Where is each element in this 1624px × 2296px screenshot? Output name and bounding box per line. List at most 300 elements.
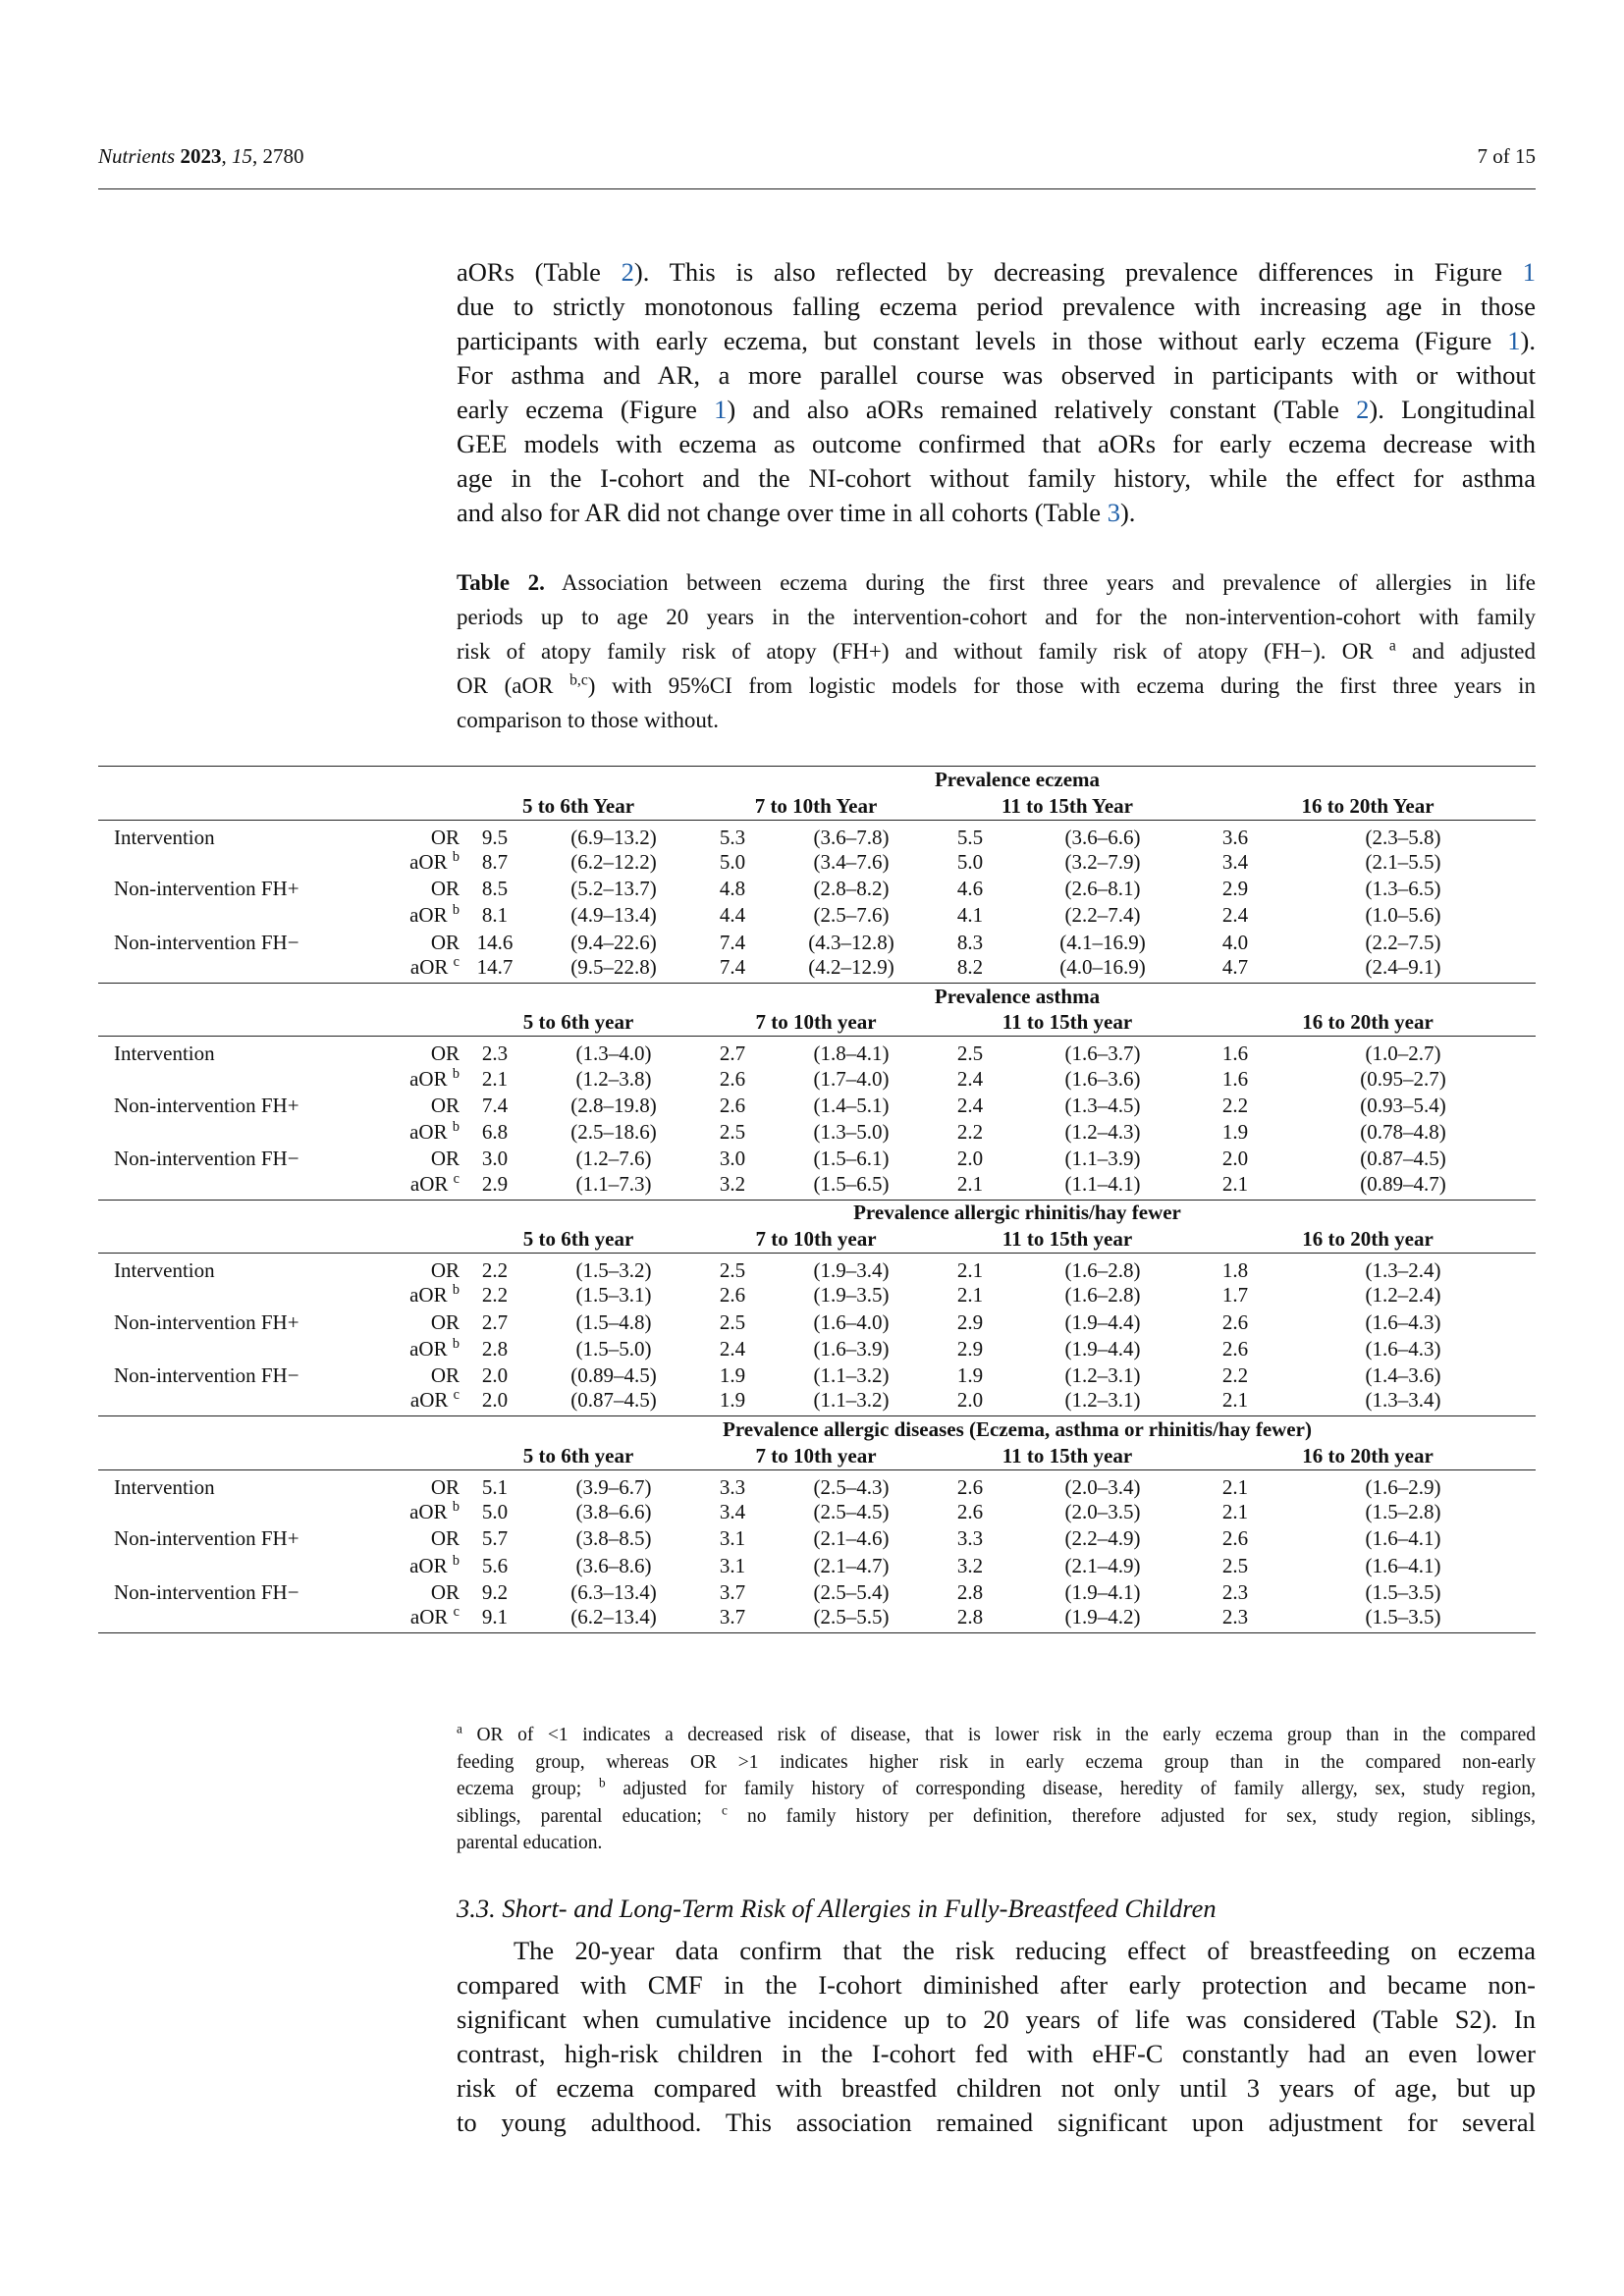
group-cell (98, 1119, 361, 1146)
journal-year: 2023 (180, 144, 222, 168)
ci-cell: (2.1–4.6) (813, 1526, 890, 1551)
ci-cell: (1.6–4.1) (1365, 1526, 1441, 1551)
ci-cell: (1.1–3.2) (813, 1388, 890, 1413)
value-cell: 4.6 (956, 877, 984, 901)
value-cell: 4.1 (956, 903, 984, 928)
value-cell: 5.0 (956, 849, 984, 874)
ci-cell: (0.87–4.5) (1360, 1147, 1446, 1171)
period-header: 11 to 15th Year (935, 793, 1200, 820)
ci-cell: (3.4–7.6) (813, 849, 890, 874)
caption-label: Table 2. (457, 570, 545, 595)
ci-cell: (3.6–7.8) (813, 825, 890, 849)
table-row (98, 1254, 1536, 1283)
value-cell: 3.6 (1221, 825, 1249, 849)
ci-cell: (2.2–7.5) (1365, 930, 1441, 954)
ci-cell: (4.0–16.9) (1059, 954, 1146, 979)
group-cell: Non-intervention FH+ (114, 1309, 299, 1334)
table-link[interactable]: 2 (1356, 395, 1370, 424)
table-row (98, 1173, 1536, 1201)
stat-cell: OR (430, 1093, 460, 1117)
value-cell: 3.2 (956, 1553, 984, 1577)
ci-cell: (9.5–22.8) (570, 954, 657, 979)
value-cell: 2.6 (719, 1283, 746, 1308)
ci-cell: (1.2–2.4) (1365, 1283, 1441, 1308)
period-header-row (98, 793, 1536, 820)
stat-cell: aOR $^c$ (361, 1606, 460, 1633)
period-header: 16 to 20th year (1200, 1226, 1536, 1253)
ci-cell: (4.2–12.9) (808, 954, 894, 979)
ci-cell: (1.7–4.0) (813, 1066, 890, 1091)
section-title-cell: Prevalence eczema (460, 767, 1536, 793)
ci-cell: (1.5–4.8) (575, 1309, 652, 1334)
period-header: 11 to 15th year (935, 1226, 1200, 1253)
period-header-row (98, 1226, 1536, 1253)
value-cell: 2.6 (719, 1093, 746, 1117)
value-cell: 2.3 (1200, 1606, 1271, 1633)
group-cell (98, 1173, 361, 1201)
period-header: 16 to 20th Year (1200, 793, 1536, 820)
ci-cell: (1.6–4.3) (1365, 1336, 1441, 1361)
value-cell: 2.6 (956, 1500, 984, 1524)
stat-cell: OR (430, 1474, 460, 1499)
paragraph-results (457, 255, 1536, 530)
value-cell: 2.1 (1221, 1171, 1249, 1196)
stat-cell: aOR $^c$ (409, 1170, 460, 1196)
table-caption (457, 565, 1536, 737)
value-cell: 4.8 (719, 877, 746, 901)
ci-cell: (1.6–4.1) (1365, 1553, 1441, 1577)
value-cell: 2.1 (1221, 1500, 1249, 1524)
value-cell: 7.4 (719, 930, 746, 954)
ci-cell: (1.1–4.1) (1064, 1171, 1141, 1196)
value-cell: 2.3 (1221, 1579, 1249, 1604)
ci-cell: (1.6–4.0) (813, 1309, 890, 1334)
value-cell: 2.5 (719, 1309, 746, 1334)
stat-cell: OR (430, 825, 460, 849)
group-cell (98, 956, 361, 984)
ci-cell: (2.5–5.5) (768, 1606, 935, 1633)
value-cell: 1.9 (719, 1388, 746, 1413)
ci-cell: (2.4–9.1) (1365, 954, 1441, 979)
value-cell: 2.1 (956, 1171, 984, 1196)
ci-cell: (1.6–2.9) (1365, 1474, 1441, 1499)
value-cell: 5.0 (719, 849, 746, 874)
value-cell: 2.1 (1221, 1388, 1249, 1413)
value-cell: 5.3 (719, 825, 746, 849)
section-title-cell: Prevalence allergic rhinitis/hay fewer (460, 1200, 1536, 1226)
ci-cell: (2.5–4.3) (813, 1474, 890, 1499)
value-cell: 2.7 (481, 1309, 509, 1334)
value-cell: 2.2 (1221, 1363, 1249, 1388)
section-heading (457, 1894, 1217, 1924)
value-cell: 8.1 (481, 903, 509, 928)
page-header (98, 144, 1536, 189)
value-cell: 2.4 (719, 1336, 746, 1361)
value-cell: 5.5 (956, 825, 984, 849)
value-cell: 1.9 (719, 1363, 746, 1388)
ci-cell: (1.0–5.6) (1365, 903, 1441, 928)
ci-cell: (2.5–4.5) (813, 1500, 890, 1524)
text-line: contrast, high-risk children in the I-cohort fed with eHF-C constantly had an even lower (457, 2039, 1536, 2068)
ci-cell: (1.5–6.1) (813, 1147, 890, 1171)
table-section-header (98, 1200, 1536, 1226)
ci-cell: (1.6–2.8) (1064, 1258, 1141, 1283)
table-link[interactable]: 3 (1107, 498, 1120, 527)
ci-cell: (1.1–7.3) (575, 1171, 652, 1196)
ci-cell: (2.1–4.9) (1064, 1553, 1141, 1577)
value-cell: 2.1 (956, 1258, 984, 1283)
stat-cell: aOR $^b$ (409, 848, 460, 874)
ci-cell: (1.5–3.5) (1271, 1606, 1536, 1633)
value-cell: 4.4 (719, 903, 746, 928)
ci-cell: (1.5–6.5) (813, 1171, 890, 1196)
ci-cell: (1.5–5.0) (575, 1336, 652, 1361)
text-line: risk of eczema compared with breastfed children not only until 3 years of age, but up (457, 2073, 1536, 2103)
ci-cell: (3.6–6.6) (1064, 825, 1141, 849)
ci-cell: (0.89–4.5) (570, 1363, 657, 1388)
ci-cell: (2.3–5.8) (1365, 825, 1441, 849)
value-cell: 8.3 (956, 930, 984, 954)
stat-cell: OR (430, 1258, 460, 1283)
group-cell: Non-intervention FH+ (114, 877, 299, 901)
value-cell: 2.8 (956, 1579, 984, 1604)
stat-cell: aOR $^b$ (409, 1552, 460, 1577)
value-cell: 2.2 (481, 1258, 509, 1283)
table-row (98, 1308, 1536, 1335)
figure-link[interactable]: 1 (714, 395, 728, 424)
ci-cell: (1.2–4.3) (1064, 1120, 1141, 1145)
ci-cell: (1.3–3.4) (1365, 1388, 1441, 1413)
table-row (98, 929, 1536, 955)
ci-cell: (1.9–3.4) (813, 1258, 890, 1283)
journal-name: Nutrients (98, 144, 176, 168)
ci-cell: (1.9–4.4) (1064, 1336, 1141, 1361)
ci-cell: (3.8–8.5) (575, 1526, 652, 1551)
value-cell: 7.4 (481, 1093, 509, 1117)
group-cell: Non-intervention FH− (114, 930, 299, 954)
stat-cell: aOR $^b$ (409, 1282, 460, 1308)
value-cell: 14.7 (476, 954, 514, 979)
ci-cell: (1.3–5.0) (813, 1120, 890, 1145)
section-number: 3.3. (457, 1894, 496, 1923)
stat-cell: aOR $^b$ (409, 1336, 460, 1361)
ci-cell: (2.1–5.5) (1365, 849, 1441, 874)
value-cell: 3.3 (956, 1526, 984, 1551)
text-line: The 20-year data confirm that the risk reducing effect of breastfeeding on eczema (514, 1936, 1536, 1965)
value-cell: 3.0 (481, 1147, 509, 1171)
ci-cell: (1.2–3.1) (1064, 1388, 1141, 1413)
table-row (98, 1336, 1536, 1362)
value-cell: 2.5 (719, 1258, 746, 1283)
ci-cell: (1.3–4.0) (575, 1041, 652, 1066)
stat-cell: OR (430, 1526, 460, 1551)
period-header: 5 to 6th Year (460, 793, 697, 820)
ci-cell: (1.0–2.7) (1365, 1041, 1441, 1066)
value-cell: 2.8 (481, 1336, 509, 1361)
ci-cell: (2.8–19.8) (570, 1093, 657, 1117)
value-cell: 2.2 (481, 1283, 509, 1308)
value-cell: 3.1 (719, 1526, 746, 1551)
text-line: significant when cumulative incidence up to 20 years of life was considered (Table S2). In (457, 2004, 1536, 2034)
text-line: For asthma and AR, a more parallel course was observed in participants with or without (457, 360, 1536, 390)
period-header: 7 to 10th year (697, 1010, 935, 1037)
table-row (98, 1119, 1536, 1146)
ci-cell: (1.4–3.6) (1365, 1363, 1441, 1388)
table-link[interactable]: 2 (621, 257, 634, 287)
table-row (98, 1389, 1536, 1416)
ci-cell: (2.0–3.4) (1064, 1474, 1141, 1499)
group-cell: Intervention (114, 825, 215, 849)
ci-cell: (1.6–3.7) (1064, 1041, 1141, 1066)
group-cell: Intervention (114, 1041, 215, 1066)
text-line: due to strictly monotonous falling eczema period prevalence with increasing age in those (457, 292, 1536, 321)
value-cell: 2.7 (719, 1041, 746, 1066)
table-row (98, 902, 1536, 929)
page-number: 7 of 15 (1477, 144, 1536, 168)
text-line: participants with early eczema, but constant levels in those without early eczema (Figure 1). (457, 326, 1536, 355)
value-cell: 2.9 (956, 1309, 984, 1334)
ci-cell: (0.87–4.5) (570, 1388, 657, 1413)
caption-line: risk of atopy family risk of atopy (FH+) and without family risk of atopy (FH−). OR $^a$ and adjusted (457, 637, 1537, 664)
ci-cell: (0.95–2.7) (1360, 1066, 1446, 1091)
table-row (98, 1553, 1536, 1579)
ci-cell: (1.9–4.2) (1005, 1606, 1200, 1633)
value-cell: 1.8 (1221, 1258, 1249, 1283)
stat-cell: OR (430, 1041, 460, 1066)
ci-cell: (1.3–6.5) (1365, 877, 1441, 901)
value-cell: 2.1 (1221, 1474, 1249, 1499)
value-cell: 2.4 (956, 1066, 984, 1091)
ci-cell: (1.9–4.1) (1064, 1579, 1141, 1604)
value-cell: 5.7 (481, 1526, 509, 1551)
ci-cell: (3.2–7.9) (1064, 849, 1141, 874)
ci-cell: (1.5–2.8) (1365, 1500, 1441, 1524)
period-header: 5 to 6th year (460, 1443, 697, 1469)
ci-cell: (2.6–8.1) (1064, 877, 1141, 901)
value-cell: 9.5 (481, 825, 509, 849)
group-cell (98, 1499, 361, 1525)
table-row (98, 956, 1536, 984)
text-line: compared with CMF in the I-cohort diminished after early protection and became non- (457, 1970, 1536, 2000)
period-header: 16 to 20th year (1200, 1443, 1536, 1469)
ci-cell: (1.5–3.5) (1365, 1579, 1441, 1604)
group-cell (98, 849, 361, 876)
period-header: 11 to 15th year (935, 1010, 1200, 1037)
value-cell: 2.8 (935, 1606, 1005, 1633)
ci-cell: (1.6–2.8) (1064, 1283, 1141, 1308)
table-row (98, 1469, 1536, 1499)
ci-cell: (1.5–3.2) (575, 1258, 652, 1283)
value-cell: 3.7 (719, 1579, 746, 1604)
value-cell: 5.1 (481, 1474, 509, 1499)
value-cell: 2.0 (481, 1388, 509, 1413)
value-cell: 3.7 (697, 1606, 768, 1633)
group-cell: Non-intervention FH− (114, 1147, 299, 1171)
period-header: 5 to 6th year (460, 1010, 697, 1037)
period-header-row (98, 1443, 1536, 1469)
table-row (98, 1065, 1536, 1092)
group-cell (98, 1336, 361, 1362)
ci-cell: (3.8–6.6) (575, 1500, 652, 1524)
table-row (98, 1606, 1536, 1633)
value-cell: 3.4 (719, 1500, 746, 1524)
ci-cell: (1.3–2.4) (1365, 1258, 1441, 1283)
stat-cell: aOR $^b$ (409, 902, 460, 928)
value-cell: 1.9 (956, 1363, 984, 1388)
text-line: to young adulthood. This association remained significant upon adjustment for several (457, 2108, 1536, 2137)
ci-cell: (2.5–5.4) (813, 1579, 890, 1604)
text-line: aORs (Table 2). This is also reflected by decreasing prevalence differences in Figure 1 (457, 257, 1536, 287)
value-cell: 2.5 (1221, 1553, 1249, 1577)
value-cell: 6.8 (481, 1120, 509, 1145)
group-cell: Non-intervention FH− (114, 1363, 299, 1388)
value-cell: 2.9 (481, 1171, 509, 1196)
stat-cell: aOR $^b$ (409, 1499, 460, 1524)
ci-cell: (9.4–22.6) (570, 930, 657, 954)
value-cell: 2.6 (719, 1066, 746, 1091)
value-cell: 8.5 (481, 877, 509, 901)
value-cell: 2.6 (1221, 1336, 1249, 1361)
group-cell (98, 1282, 361, 1308)
stat-cell: OR (430, 1363, 460, 1388)
value-cell: 3.4 (1221, 849, 1249, 874)
section-title-cell: Prevalence asthma (460, 983, 1536, 1009)
value-cell: 3.2 (719, 1171, 746, 1196)
ci-cell: (1.2–7.6) (575, 1147, 652, 1171)
article-number: 2780 (262, 144, 304, 168)
group-cell (98, 902, 361, 929)
ci-cell: (2.0–3.5) (1064, 1500, 1141, 1524)
ci-cell: (1.4–5.1) (813, 1093, 890, 1117)
table-row (98, 820, 1536, 849)
caption-line: comparison to those without. (457, 708, 720, 732)
caption-line: periods up to age 20 years in the intervention-cohort and for the non-intervention-cohort with family (457, 605, 1536, 629)
ci-cell: (0.89–4.7) (1360, 1171, 1446, 1196)
value-cell: 2.0 (481, 1363, 509, 1388)
table-row (98, 1499, 1536, 1525)
group-cell: Non-intervention FH− (114, 1579, 299, 1604)
ci-cell: (2.2–4.9) (1064, 1526, 1141, 1551)
ci-cell: (1.2–3.8) (575, 1066, 652, 1091)
ci-cell: (1.9–4.4) (1064, 1309, 1141, 1334)
ci-cell: (4.1–16.9) (1059, 930, 1146, 954)
ci-cell: (1.8–4.1) (813, 1041, 890, 1066)
table-row (98, 1525, 1536, 1552)
ci-cell: (1.1–3.2) (813, 1363, 890, 1388)
value-cell: 1.7 (1221, 1283, 1249, 1308)
value-cell: 3.3 (719, 1474, 746, 1499)
ci-cell: (2.5–18.6) (570, 1120, 657, 1145)
footnote-line: siblings, parental education; $^c$ no family history per definition, therefore adjusted for sex, study region, siblings, (457, 1802, 1536, 1827)
value-cell: 9.2 (481, 1579, 509, 1604)
section-title-cell: Prevalence allergic diseases (Eczema, asthma or rhinitis/hay fewer) (460, 1416, 1536, 1443)
caption-line: Table 2. Association between eczema during the first three years and prevalence of allergies in life (457, 570, 1536, 595)
ci-cell: (1.2–3.1) (1064, 1363, 1141, 1388)
table-row (98, 1146, 1536, 1172)
group-cell (98, 1065, 361, 1092)
ci-cell: (1.6–3.6) (1064, 1066, 1141, 1091)
table-row (98, 1579, 1536, 1606)
figure-link[interactable]: 1 (1522, 257, 1536, 287)
ci-cell: (1.3–4.5) (1064, 1093, 1141, 1117)
value-cell: 2.4 (1221, 903, 1249, 928)
value-cell: 3.0 (719, 1147, 746, 1171)
value-cell: 2.1 (956, 1283, 984, 1308)
value-cell: 1.6 (1221, 1066, 1249, 1091)
period-header-row (98, 1010, 1536, 1037)
results-table (98, 766, 1536, 1633)
ci-cell: (6.3–13.4) (570, 1579, 657, 1604)
journal-volume: 15 (231, 144, 252, 168)
table-row (98, 849, 1536, 876)
journal-citation: Nutrients 2023, 15, 2780 (98, 144, 304, 168)
stat-cell: aOR $^b$ (409, 1065, 460, 1091)
table-row (98, 1282, 1536, 1308)
table-row (98, 876, 1536, 902)
text-line: early eczema (Figure 1) and also aORs remained relatively constant (Table 2). Longitudinal (457, 395, 1536, 424)
period-header: 7 to 10th Year (697, 793, 935, 820)
footnote-line: parental education. (457, 1833, 603, 1853)
text-line: and also for AR did not change over time in all cohorts (Table 3). (457, 498, 1136, 527)
value-cell: 2.9 (1221, 877, 1249, 901)
table-footnote (457, 1722, 1536, 1857)
ci-cell: (1.6–3.9) (813, 1336, 890, 1361)
period-header: 5 to 6th year (460, 1226, 697, 1253)
group-cell (98, 1606, 361, 1633)
ci-cell: (0.93–5.4) (1360, 1093, 1446, 1117)
ci-cell: (1.9–3.5) (813, 1283, 890, 1308)
value-cell: 8.7 (481, 849, 509, 874)
value-cell: 2.6 (1221, 1309, 1249, 1334)
period-header: 16 to 20th year (1200, 1010, 1536, 1037)
value-cell: 3.1 (719, 1553, 746, 1577)
paragraph-breastfeeding (457, 1934, 1536, 2140)
value-cell: 2.1 (481, 1066, 509, 1091)
ci-cell: (2.2–7.4) (1064, 903, 1141, 928)
footnote-line: eczema group; $^b$ adjusted for family history of corresponding disease, heredity of family allergy, sex, study region, (457, 1775, 1536, 1799)
section-title: Short- and Long-Term Risk of Allergies in Fully-Breastfeed Children (502, 1894, 1217, 1923)
stat-cell: OR (430, 930, 460, 954)
figure-link[interactable]: 1 (1507, 326, 1521, 355)
group-cell (98, 1389, 361, 1416)
footnote-line: $^a$ OR of <1 indicates a decreased risk of disease, that is lower risk in the early eczema group than in the compared (457, 1721, 1536, 1745)
group-cell (98, 1553, 361, 1579)
value-cell: 2.0 (1221, 1147, 1249, 1171)
stat-cell: aOR $^c$ (409, 953, 460, 979)
value-cell: 5.6 (481, 1553, 509, 1577)
ci-cell: (5.2–13.7) (570, 877, 657, 901)
ci-cell: (1.1–3.9) (1064, 1147, 1141, 1171)
table-section-header (98, 983, 1536, 1009)
period-header: 7 to 10th year (697, 1226, 935, 1253)
value-cell: 8.2 (956, 954, 984, 979)
caption-line: OR (aOR $^{b,c}$) with 95%CI from logistic models for those with eczema during the first three years in (457, 671, 1536, 698)
value-cell: 1.6 (1221, 1041, 1249, 1066)
value-cell: 1.9 (1221, 1120, 1249, 1145)
stat-cell: OR (430, 1579, 460, 1604)
stat-cell: OR (430, 877, 460, 901)
stat-cell: OR (430, 1147, 460, 1171)
value-cell: 7.4 (719, 954, 746, 979)
value-cell: 9.1 (460, 1606, 530, 1633)
value-cell: 2.6 (1221, 1526, 1249, 1551)
table-row (98, 1093, 1536, 1119)
value-cell: 2.0 (956, 1388, 984, 1413)
table-row (98, 1037, 1536, 1066)
value-cell: 2.5 (719, 1120, 746, 1145)
ci-cell: (2.8–8.2) (813, 877, 890, 901)
value-cell: 14.6 (476, 930, 514, 954)
